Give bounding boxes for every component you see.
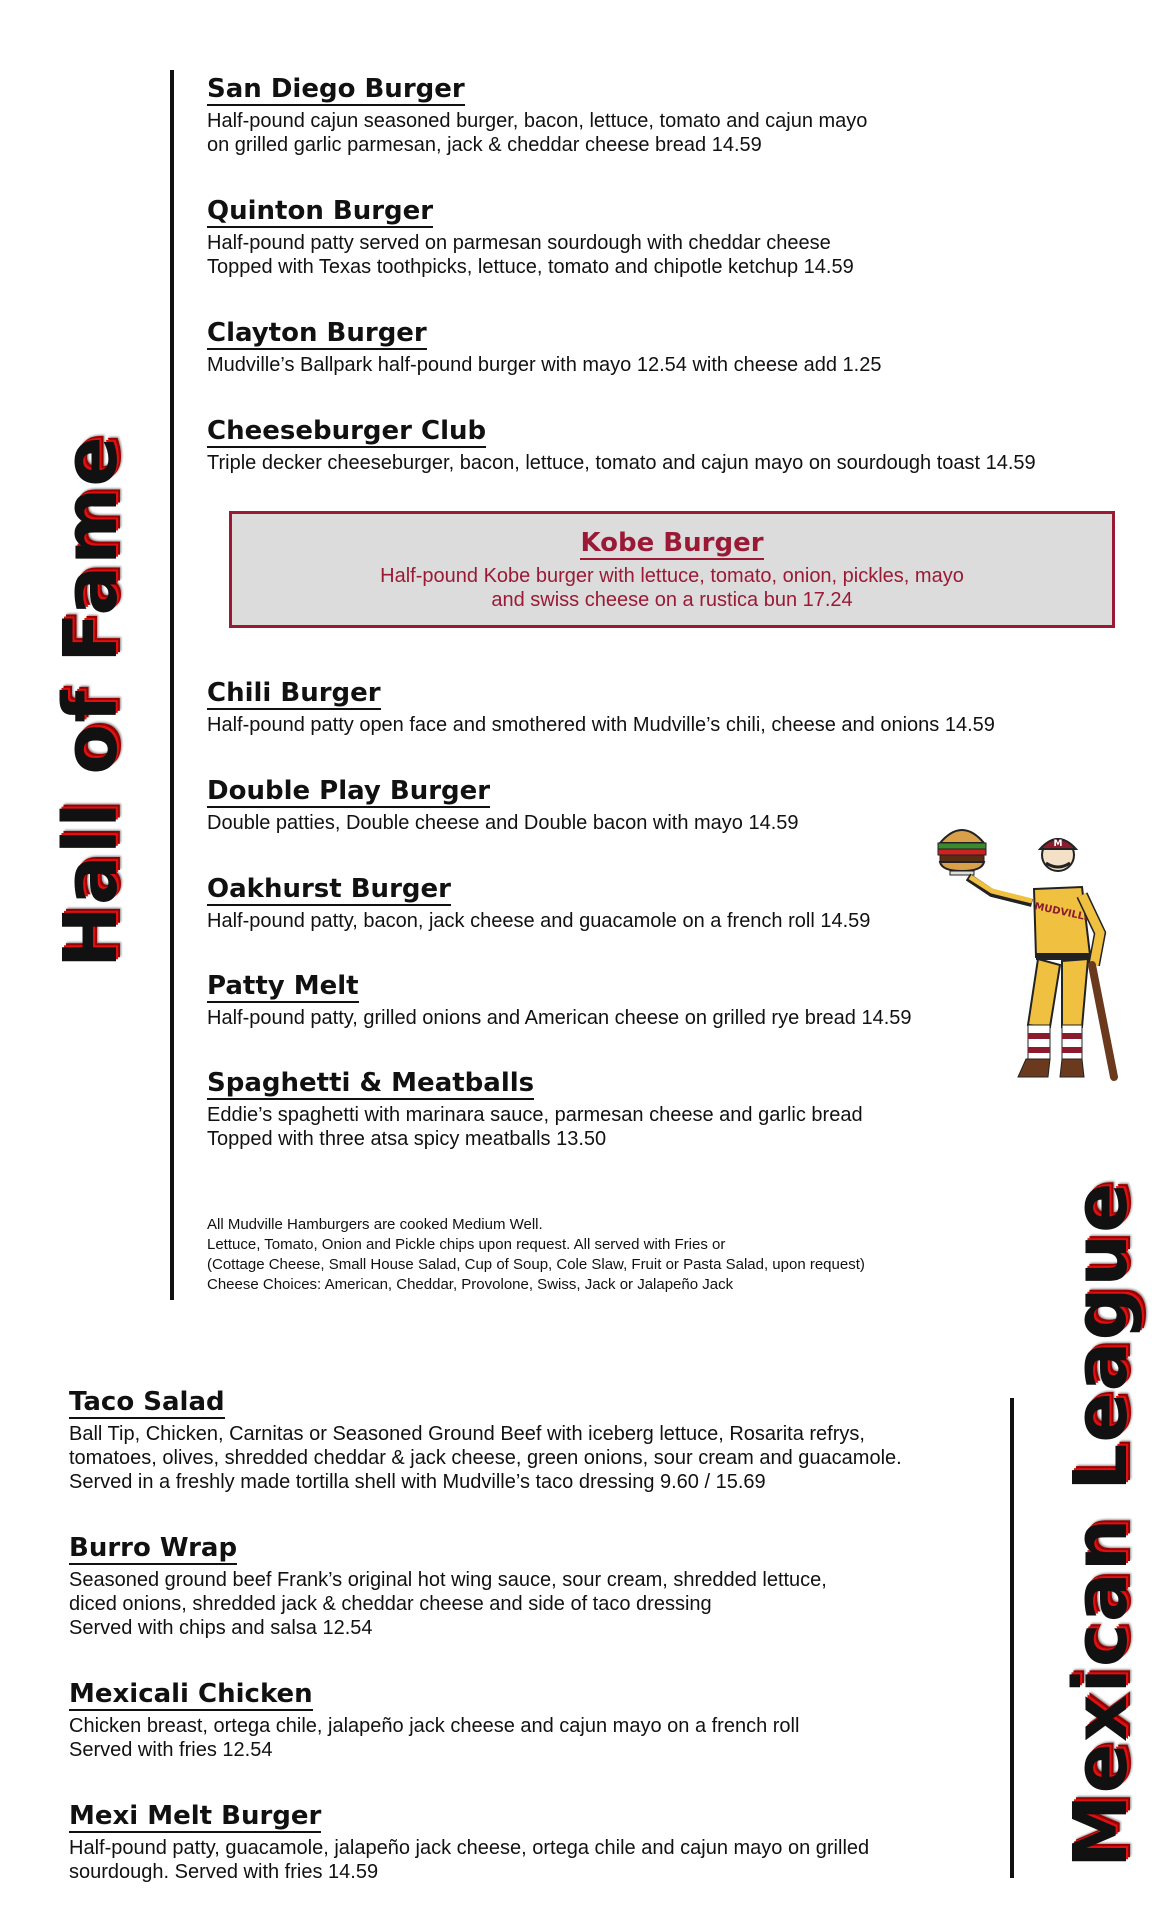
item-desc: Ball Tip, Chicken, Carnitas or Seasoned Ground Beef with iceberg lettuce, Rosarita refrys, tomatoes, olives, shredded cheddar & jack cheese, green onions, sour cream and guacamole. Served in a freshly made tortilla shell with Mudville’s taco dressing 9.60 / 15.69 [69,1423,902,1493]
hall-of-fame-title: Hall of Fame [48,435,134,968]
mexican-league-title: Mexican League [1058,1181,1144,1868]
item-desc: Double patties, Double cheese and Double bacon with mayo 14.59 [207,812,799,834]
menu-item-cheeseburger-club [207,416,1036,475]
item-name: Mexi Melt Burger [69,1801,322,1831]
svg-text:M: M [1053,839,1063,849]
item-desc: Half-pound patty open face and smothered with Mudville’s chili, cheese and onions 14.59 [207,714,995,736]
item-name: Cheeseburger Club [207,416,487,446]
item-name: Clayton Burger [207,318,427,348]
menu-item-patty-melt [207,971,912,1030]
item-name: Burro Wrap [69,1533,238,1563]
item-name: Quinton Burger [207,196,434,226]
item-name: Chili Burger [207,678,381,708]
item-desc: Half-pound patty served on parmesan sourdough with cheddar cheese Topped with Texas toothpicks, lettuce, tomato and chipotle ketchup 14.59 [207,232,854,278]
item-name: Double Play Burger [207,776,491,806]
menu-item-double-play-burger [207,776,799,835]
item-desc: Half-pound patty, bacon, jack cheese and guacamole on a french roll 14.59 [207,910,871,932]
menu-item-mexi-melt-burger [69,1801,869,1884]
menu-item-mexicali-chicken [69,1679,799,1762]
featured-item-name: Kobe Burger [580,528,764,558]
menu-item-taco-salad [69,1387,902,1494]
item-desc: Half-pound patty, guacamole, jalapeño jack cheese, ortega chile and cajun mayo on grilled sourdough. Served with fries 14.59 [69,1837,870,1883]
menu-item-clayton-burger [207,318,881,377]
menu-item-burro-wrap [69,1533,827,1640]
menu-item-quinton-burger [207,196,854,279]
menu-item-spaghetti-meatballs [207,1068,863,1151]
item-desc: Half-pound patty, grilled onions and American cheese on grilled rye bread 14.59 [207,1007,912,1029]
item-name: Taco Salad [69,1387,225,1417]
item-name: Patty Melt [207,971,359,1001]
featured-kobe-burger-box [229,511,1115,628]
mexican-divider [1010,1398,1014,1878]
item-desc: Chicken breast, ortega chile, jalapeño jack cheese and cajun mayo on a french roll Served with fries 12.54 [69,1715,800,1761]
svg-text:MUDVILLE: MUDVILLE [1033,901,1092,924]
item-desc: Eddie’s spaghetti with marinara sauce, parmesan cheese and garlic bread Topped with three atsa spicy meatballs 13.50 [207,1104,863,1150]
burger-icon [938,830,986,875]
item-name: San Diego Burger [207,74,465,104]
item-desc: Triple decker cheeseburger, bacon, lettuce, tomato and cajun mayo on sourdough toast 14.59 [207,452,1036,474]
baseball-player-mascot-icon [932,815,1122,1090]
item-name: Mexicali Chicken [69,1679,313,1709]
item-desc: Half-pound cajun seasoned burger, bacon, lettuce, tomato and cajun mayo on grilled garlic parmesan, jack & cheddar cheese bread 14.59 [207,110,868,156]
item-name: Oakhurst Burger [207,874,451,904]
item-desc: Seasoned ground beef Frank’s original hot wing sauce, sour cream, shredded lettuce, diced onions, shredded jack & cheddar cheese and side of taco dressing Served with chips and salsa 12.54 [69,1569,827,1639]
menu-item-san-diego-burger [207,74,867,157]
menu-notes: All Mudville Hamburgers are cooked Medium Well. Lettuce, Tomato, Onion and Pickle chips upon request. All served with Fries or (Cottage Cheese, Small House Salad, Cup of Soup, Cole Slaw, Fruit or Pasta Salad, upon request) Cheese Choices: American, Cheddar, Provolone, Swiss, Jack or Jalapeño Jack [207,1216,865,1293]
featured-item-desc: Half-pound Kobe burger with lettuce, tomato, onion, pickles, mayo and swiss cheese on a rustica bun 17.24 [380,565,964,611]
item-name: Spaghetti & Meatballs [207,1068,535,1098]
menu-item-chili-burger [207,678,995,737]
item-desc: Mudville’s Ballpark half-pound burger with mayo 12.54 with cheese add 1.25 [207,354,882,376]
menu-item-oakhurst-burger [207,874,870,933]
mascot-jersey-text: MUDVILLE [932,815,938,816]
hall-divider [170,70,174,1300]
